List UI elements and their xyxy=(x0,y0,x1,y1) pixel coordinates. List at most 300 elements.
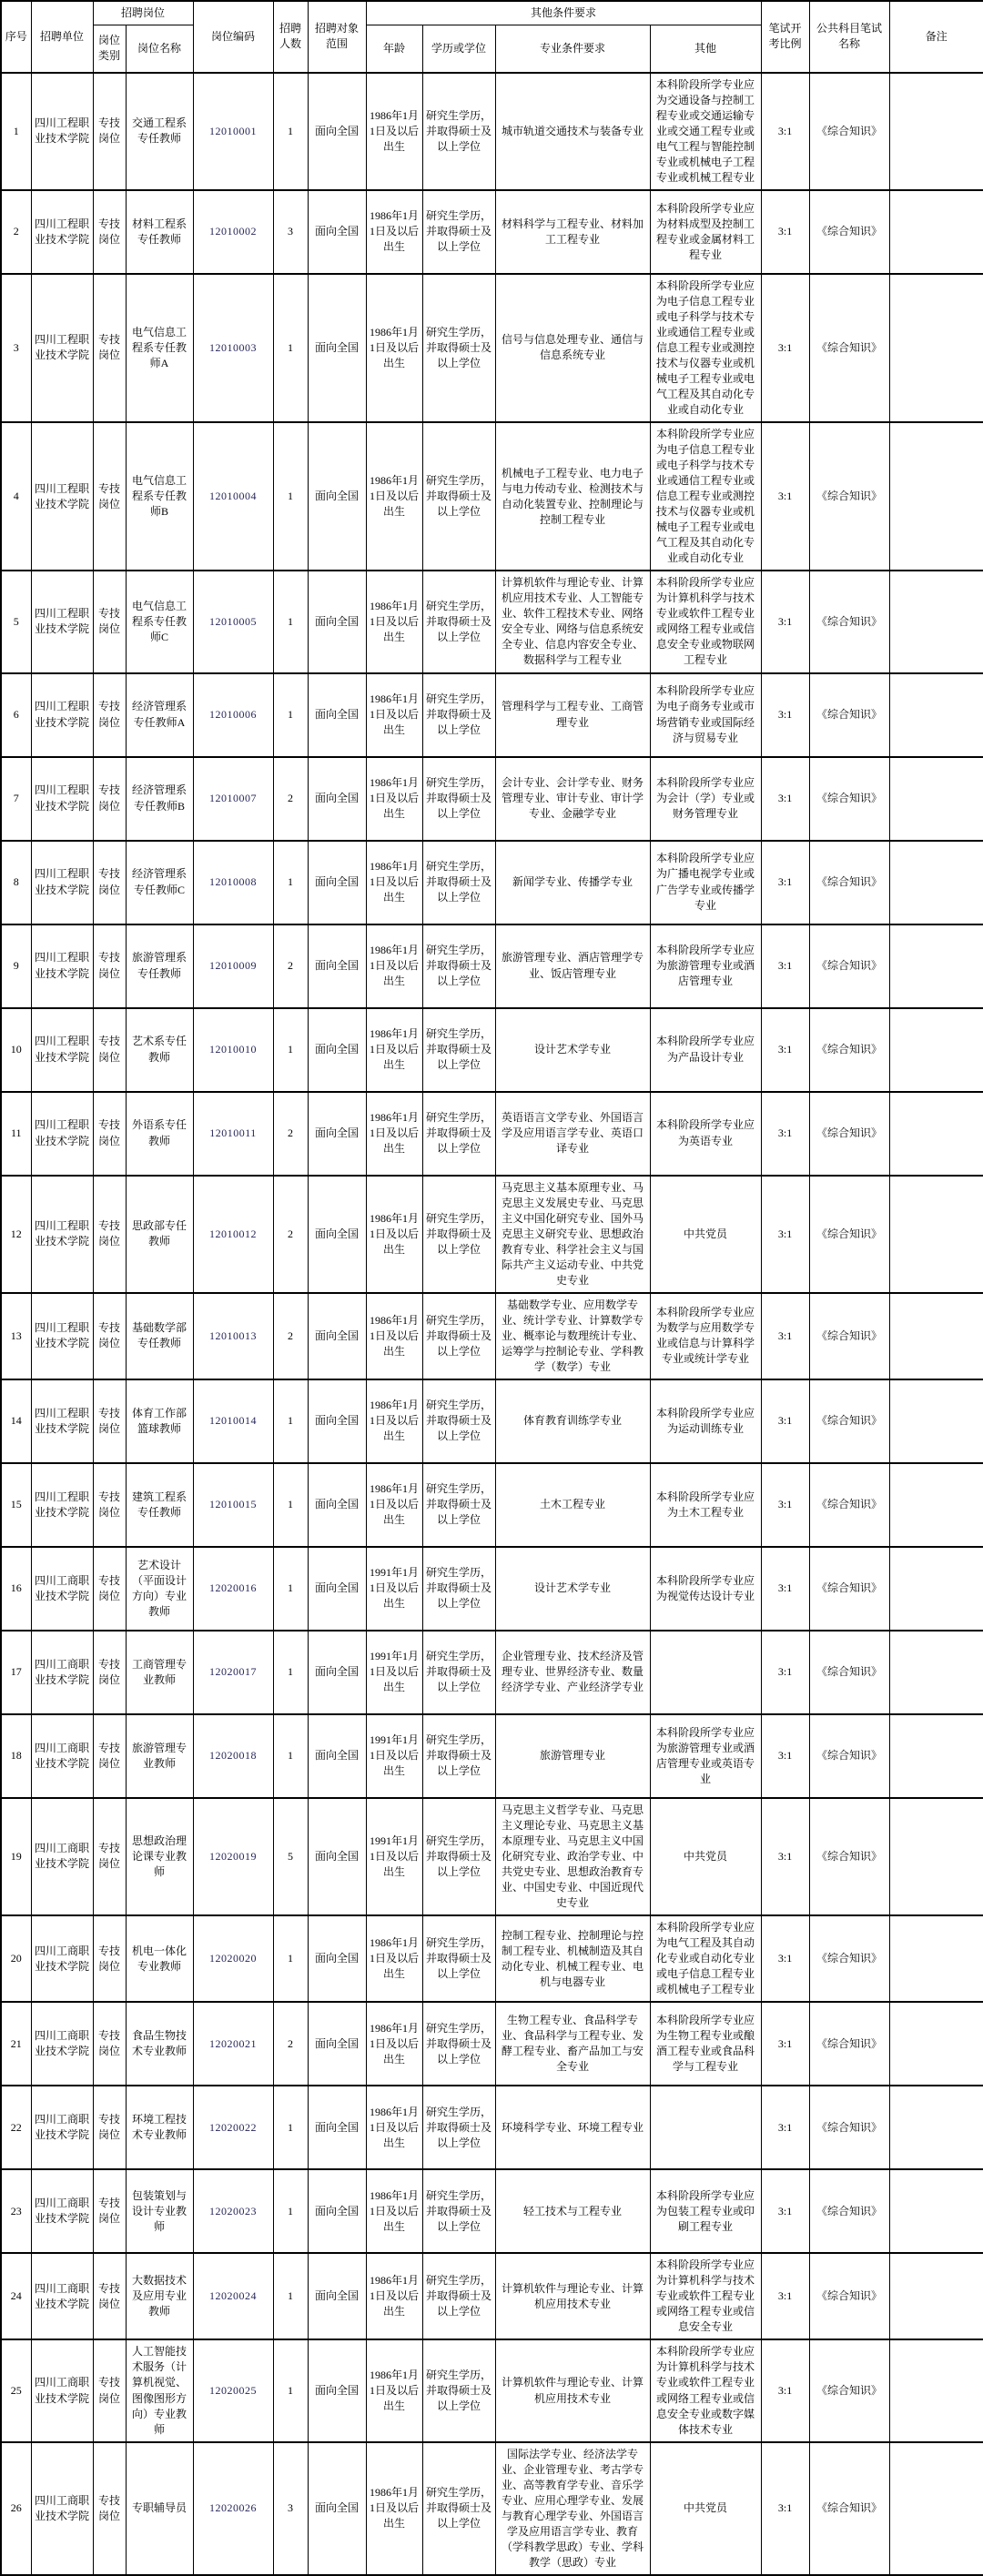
cell-serial-number: 4 xyxy=(1,422,31,571)
cell-target-scope: 面向全国 xyxy=(308,1915,366,2002)
cell-exam-name: 《综合知识》 xyxy=(809,2169,889,2253)
cell-serial-number: 22 xyxy=(1,2086,31,2169)
cell-note xyxy=(889,2442,983,2575)
cell-post-name: 艺术设计（平面设计方向）专业教师 xyxy=(126,1547,193,1631)
cell-post-category: 专技岗位 xyxy=(93,841,126,924)
cell-post-name: 基础数学部专任教师 xyxy=(126,1293,193,1379)
table-row xyxy=(1,2169,983,2253)
cell-post-code: 12010010 xyxy=(193,1008,273,1092)
cell-target-scope: 面向全国 xyxy=(308,1176,366,1293)
cell-post-name: 思想政治理论课专业教师 xyxy=(126,1798,193,1915)
cell-major-requirement: 城市轨道交通技术与装备专业 xyxy=(495,73,650,190)
cell-serial-number: 3 xyxy=(1,274,31,422)
cell-exam-ratio: 3:1 xyxy=(761,2086,809,2169)
cell-major-requirement: 马克思主义哲学专业、马克思主义理论专业、马克思主义基本原理专业、马克思主义中国化研究专业、政治学专业、中共党史专业、思想政治教育专业、中国史专业、中国近现代史专业 xyxy=(495,1798,650,1915)
cell-serial-number: 11 xyxy=(1,1092,31,1176)
cell-post-code: 12010011 xyxy=(193,1092,273,1176)
cell-other-requirement: 本科阶段所学专业应为电子信息工程专业或电子科学与技术专业或通信工程专业或信息工程专业或测控技术与仪器专业或机械电子工程专业或电气工程及其自动化专业或自动化专业 xyxy=(650,274,761,422)
cell-target-scope: 面向全国 xyxy=(308,190,366,274)
table-row xyxy=(1,2253,983,2339)
cell-post-code: 12010008 xyxy=(193,841,273,924)
cell-degree-requirement: 研究生学历，并取得硕士及以上学位 xyxy=(422,73,495,190)
table-row xyxy=(1,1008,983,1092)
cell-exam-name: 《综合知识》 xyxy=(809,1798,889,1915)
cell-exam-ratio: 3:1 xyxy=(761,841,809,924)
cell-headcount: 1 xyxy=(273,1547,308,1631)
table-row xyxy=(1,1631,983,1714)
cell-age-requirement: 1986年1月1日及以后出生 xyxy=(366,1463,422,1547)
cell-post-code: 12010006 xyxy=(193,673,273,757)
cell-note xyxy=(889,422,983,571)
header-col-scope: 招聘对象范围 xyxy=(308,1,366,73)
cell-exam-name: 《综合知识》 xyxy=(809,1915,889,2002)
cell-post-code: 12020021 xyxy=(193,2002,273,2086)
cell-major-requirement: 管理科学与工程专业、工商管理专业 xyxy=(495,673,650,757)
cell-age-requirement: 1986年1月1日及以后出生 xyxy=(366,2442,422,2575)
header-col-code: 岗位编码 xyxy=(193,1,273,73)
cell-degree-requirement: 研究生学历，并取得硕士及以上学位 xyxy=(422,2086,495,2169)
table-row xyxy=(1,757,983,841)
cell-post-code: 12020019 xyxy=(193,1798,273,1915)
cell-post-code: 12010013 xyxy=(193,1293,273,1379)
cell-headcount: 1 xyxy=(273,73,308,190)
table-row xyxy=(1,1915,983,2002)
cell-post-category: 专技岗位 xyxy=(93,1092,126,1176)
cell-exam-ratio: 3:1 xyxy=(761,1915,809,2002)
cell-exam-ratio: 3:1 xyxy=(761,1176,809,1293)
cell-age-requirement: 1986年1月1日及以后出生 xyxy=(366,1379,422,1463)
cell-headcount: 5 xyxy=(273,1798,308,1915)
cell-note xyxy=(889,1379,983,1463)
header-col-other: 其他 xyxy=(650,25,761,73)
cell-headcount: 1 xyxy=(273,2169,308,2253)
cell-note xyxy=(889,2002,983,2086)
cell-note xyxy=(889,1463,983,1547)
cell-age-requirement: 1991年1月1日及以后出生 xyxy=(366,1547,422,1631)
cell-degree-requirement: 研究生学历，并取得硕士及以上学位 xyxy=(422,1379,495,1463)
cell-other-requirement: 本科阶段所学专业应为计算机科学与技术专业或软件工程专业或网络工程专业或信息安全专业 xyxy=(650,2253,761,2339)
cell-post-category: 专技岗位 xyxy=(93,757,126,841)
cell-exam-name: 《综合知识》 xyxy=(809,1176,889,1293)
cell-recruiting-unit: 四川工程职业技术学院 xyxy=(31,1463,93,1547)
cell-post-name: 环境工程技术专业教师 xyxy=(126,2086,193,2169)
header-group-other-req: 其他条件要求 xyxy=(366,1,761,25)
cell-note xyxy=(889,1631,983,1714)
cell-exam-name: 《综合知识》 xyxy=(809,422,889,571)
cell-headcount: 1 xyxy=(273,274,308,422)
cell-age-requirement: 1986年1月1日及以后出生 xyxy=(366,2169,422,2253)
cell-headcount: 1 xyxy=(273,673,308,757)
cell-other-requirement: 本科阶段所学专业应为电子信息工程专业或电子科学与技术专业或通信工程专业或信息工程专业或测控技术与仪器专业或机械电子工程专业或电气工程及其自动化专业或自动化专业 xyxy=(650,422,761,571)
cell-target-scope: 面向全国 xyxy=(308,1714,366,1798)
cell-post-category: 专技岗位 xyxy=(93,274,126,422)
cell-age-requirement: 1986年1月1日及以后出生 xyxy=(366,2339,422,2441)
cell-target-scope: 面向全国 xyxy=(308,1798,366,1915)
cell-exam-ratio: 3:1 xyxy=(761,1463,809,1547)
cell-headcount: 1 xyxy=(273,422,308,571)
cell-serial-number: 18 xyxy=(1,1714,31,1798)
cell-post-code: 12020025 xyxy=(193,2339,273,2441)
cell-exam-ratio: 3:1 xyxy=(761,1008,809,1092)
cell-exam-name: 《综合知识》 xyxy=(809,1092,889,1176)
cell-serial-number: 26 xyxy=(1,2442,31,2575)
cell-other-requirement xyxy=(650,2086,761,2169)
cell-post-code: 12020023 xyxy=(193,2169,273,2253)
table-row xyxy=(1,422,983,571)
cell-other-requirement: 本科阶段所学专业应为材料成型及控制工程专业或金属材料工程专业 xyxy=(650,190,761,274)
cell-recruiting-unit: 四川工程职业技术学院 xyxy=(31,190,93,274)
cell-post-category: 专技岗位 xyxy=(93,2086,126,2169)
cell-note xyxy=(889,190,983,274)
cell-target-scope: 面向全国 xyxy=(308,1092,366,1176)
cell-exam-ratio: 3:1 xyxy=(761,190,809,274)
header-col-ratio: 笔试开考比例 xyxy=(761,1,809,73)
cell-post-code: 12020022 xyxy=(193,2086,273,2169)
header-col-note: 备注 xyxy=(889,1,983,73)
cell-age-requirement: 1986年1月1日及以后出生 xyxy=(366,1293,422,1379)
cell-recruiting-unit: 四川工程职业技术学院 xyxy=(31,1176,93,1293)
cell-degree-requirement: 研究生学历，并取得硕士及以上学位 xyxy=(422,1714,495,1798)
cell-target-scope: 面向全国 xyxy=(308,1631,366,1714)
cell-recruiting-unit: 四川工商职业技术学院 xyxy=(31,1631,93,1714)
cell-degree-requirement: 研究生学历，并取得硕士及以上学位 xyxy=(422,2253,495,2339)
cell-other-requirement: 本科阶段所学专业应为土木工程专业 xyxy=(650,1463,761,1547)
cell-other-requirement: 中共党员 xyxy=(650,1798,761,1915)
cell-post-category: 专技岗位 xyxy=(93,1714,126,1798)
cell-major-requirement: 计算机软件与理论专业、计算机应用技术专业 xyxy=(495,2253,650,2339)
header-col-major: 专业条件要求 xyxy=(495,25,650,73)
cell-degree-requirement: 研究生学历，并取得硕士及以上学位 xyxy=(422,1915,495,2002)
cell-headcount: 2 xyxy=(273,757,308,841)
cell-post-name: 专职辅导员 xyxy=(126,2442,193,2575)
table-row xyxy=(1,1798,983,1915)
cell-exam-name: 《综合知识》 xyxy=(809,1379,889,1463)
cell-major-requirement: 设计艺术学专业 xyxy=(495,1547,650,1631)
cell-target-scope: 面向全国 xyxy=(308,571,366,672)
cell-other-requirement: 本科阶段所学专业应为旅游管理专业或酒店管理专业或英语专业 xyxy=(650,1714,761,1798)
cell-exam-name: 《综合知识》 xyxy=(809,571,889,672)
cell-degree-requirement: 研究生学历，并取得硕士及以上学位 xyxy=(422,1547,495,1631)
cell-age-requirement: 1986年1月1日及以后出生 xyxy=(366,673,422,757)
cell-post-category: 专技岗位 xyxy=(93,2253,126,2339)
cell-exam-ratio: 3:1 xyxy=(761,2442,809,2575)
cell-post-name: 大数据技术及应用专业教师 xyxy=(126,2253,193,2339)
cell-post-category: 专技岗位 xyxy=(93,2442,126,2575)
cell-major-requirement: 马克思主义基本原理专业、马克思主义发展史专业、马克思主义中国化研究专业、国外马克思主义研究专业、思想政治教育专业、科学社会主义与国际共产主义运动专业、中共党史专业 xyxy=(495,1176,650,1293)
header-col-no: 序号 xyxy=(1,1,31,73)
cell-other-requirement: 本科阶段所学专业应为生物工程专业或酿酒工程专业或食品科学与工程专业 xyxy=(650,2002,761,2086)
cell-degree-requirement: 研究生学历，并取得硕士及以上学位 xyxy=(422,2339,495,2441)
cell-post-name: 艺术系专任教师 xyxy=(126,1008,193,1092)
cell-major-requirement: 土木工程专业 xyxy=(495,1463,650,1547)
cell-other-requirement: 本科阶段所学专业应为产品设计专业 xyxy=(650,1008,761,1092)
cell-other-requirement: 本科阶段所学专业应为广播电视学专业或广告学专业或传播学专业 xyxy=(650,841,761,924)
cell-post-category: 专技岗位 xyxy=(93,1915,126,2002)
cell-post-name: 人工智能技术服务（计算机视觉、图像图形方向）专业教师 xyxy=(126,2339,193,2441)
cell-degree-requirement: 研究生学历，并取得硕士及以上学位 xyxy=(422,924,495,1008)
cell-exam-name: 《综合知识》 xyxy=(809,673,889,757)
cell-major-requirement: 环境科学专业、环境工程专业 xyxy=(495,2086,650,2169)
cell-exam-ratio: 3:1 xyxy=(761,2002,809,2086)
cell-major-requirement: 旅游管理专业 xyxy=(495,1714,650,1798)
cell-age-requirement: 1991年1月1日及以后出生 xyxy=(366,1798,422,1915)
cell-post-code: 12010005 xyxy=(193,571,273,672)
cell-post-code: 12020018 xyxy=(193,1714,273,1798)
cell-age-requirement: 1986年1月1日及以后出生 xyxy=(366,757,422,841)
cell-exam-ratio: 3:1 xyxy=(761,1092,809,1176)
cell-degree-requirement: 研究生学历，并取得硕士及以上学位 xyxy=(422,673,495,757)
cell-other-requirement: 本科阶段所学专业应为计算机科学与技术专业或软件工程专业或网络工程专业或信息安全专业或物联网工程专业 xyxy=(650,571,761,672)
cell-recruiting-unit: 四川工商职业技术学院 xyxy=(31,1547,93,1631)
cell-exam-ratio: 3:1 xyxy=(761,274,809,422)
cell-note xyxy=(889,274,983,422)
header-col-age: 年龄 xyxy=(366,25,422,73)
cell-other-requirement: 本科阶段所学专业应为视觉传达设计专业 xyxy=(650,1547,761,1631)
cell-major-requirement: 计算机软件与理论专业、计算机应用技术专业、人工智能专业、软件工程技术专业、网络安全专业、网络与信息系统安全专业、信息内容安全专业、数据科学与工程专业 xyxy=(495,571,650,672)
cell-major-requirement: 计算机软件与理论专业、计算机应用技术专业 xyxy=(495,2339,650,2441)
cell-post-code: 12010012 xyxy=(193,1176,273,1293)
cell-degree-requirement: 研究生学历，并取得硕士及以上学位 xyxy=(422,2442,495,2575)
cell-serial-number: 20 xyxy=(1,1915,31,2002)
table-row xyxy=(1,1714,983,1798)
cell-age-requirement: 1986年1月1日及以后出生 xyxy=(366,274,422,422)
cell-serial-number: 12 xyxy=(1,1176,31,1293)
table-row xyxy=(1,571,983,672)
cell-serial-number: 16 xyxy=(1,1547,31,1631)
cell-serial-number: 21 xyxy=(1,2002,31,2086)
cell-exam-ratio: 3:1 xyxy=(761,673,809,757)
cell-post-category: 专技岗位 xyxy=(93,2169,126,2253)
cell-target-scope: 面向全国 xyxy=(308,1547,366,1631)
cell-post-name: 经济管理系专任教师B xyxy=(126,757,193,841)
table-row xyxy=(1,2339,983,2441)
cell-age-requirement: 1986年1月1日及以后出生 xyxy=(366,2253,422,2339)
cell-post-code: 12010003 xyxy=(193,274,273,422)
cell-post-code: 12010015 xyxy=(193,1463,273,1547)
cell-other-requirement: 本科阶段所学专业应为电子商务专业或市场营销专业或国际经济与贸易专业 xyxy=(650,673,761,757)
cell-recruiting-unit: 四川工商职业技术学院 xyxy=(31,1798,93,1915)
cell-major-requirement: 体育教育训练学专业 xyxy=(495,1379,650,1463)
cell-degree-requirement: 研究生学历，并取得硕士及以上学位 xyxy=(422,1008,495,1092)
cell-major-requirement: 机械电子工程专业、电力电子与电力传动专业、检测技术与自动化装置专业、控制理论与控制工程专业 xyxy=(495,422,650,571)
cell-target-scope: 面向全国 xyxy=(308,1293,366,1379)
cell-age-requirement: 1986年1月1日及以后出生 xyxy=(366,571,422,672)
cell-serial-number: 7 xyxy=(1,757,31,841)
cell-other-requirement: 本科阶段所学专业应为计算机科学与技术专业或软件工程专业或网络工程专业或信息安全专业或数字媒体技术专业 xyxy=(650,2339,761,2441)
cell-major-requirement: 新闻学专业、传播学专业 xyxy=(495,841,650,924)
cell-recruiting-unit: 四川工程职业技术学院 xyxy=(31,1379,93,1463)
cell-major-requirement: 设计艺术学专业 xyxy=(495,1008,650,1092)
cell-note xyxy=(889,924,983,1008)
cell-other-requirement: 本科阶段所学专业应为数学与应用数学专业或信息与计算科学专业或统计学专业 xyxy=(650,1293,761,1379)
cell-recruiting-unit: 四川工程职业技术学院 xyxy=(31,757,93,841)
cell-recruiting-unit: 四川工商职业技术学院 xyxy=(31,2169,93,2253)
cell-exam-ratio: 3:1 xyxy=(761,2253,809,2339)
cell-serial-number: 5 xyxy=(1,571,31,672)
cell-headcount: 2 xyxy=(273,1092,308,1176)
cell-target-scope: 面向全国 xyxy=(308,841,366,924)
cell-post-code: 12010004 xyxy=(193,422,273,571)
cell-post-category: 专技岗位 xyxy=(93,1463,126,1547)
table-row xyxy=(1,1176,983,1293)
cell-note xyxy=(889,1547,983,1631)
cell-serial-number: 8 xyxy=(1,841,31,924)
cell-major-requirement: 国际法学专业、经济法学专业、企业管理专业、考古学专业、高等教育学专业、音乐学专业、应用心理学专业、发展与教育心理学专业、外国语言学及应用语言学专业、教育（学科教学思政）专业、学科教学（思政）专业 xyxy=(495,2442,650,2575)
cell-recruiting-unit: 四川工商职业技术学院 xyxy=(31,2086,93,2169)
cell-serial-number: 25 xyxy=(1,2339,31,2441)
cell-note xyxy=(889,2169,983,2253)
cell-other-requirement: 本科阶段所学专业应为包装工程专业或印刷工程专业 xyxy=(650,2169,761,2253)
table-row xyxy=(1,1547,983,1631)
cell-serial-number: 19 xyxy=(1,1798,31,1915)
cell-recruiting-unit: 四川工商职业技术学院 xyxy=(31,2339,93,2441)
cell-recruiting-unit: 四川工商职业技术学院 xyxy=(31,1915,93,2002)
cell-age-requirement: 1986年1月1日及以后出生 xyxy=(366,2002,422,2086)
cell-age-requirement: 1991年1月1日及以后出生 xyxy=(366,1714,422,1798)
cell-post-category: 专技岗位 xyxy=(93,1176,126,1293)
cell-headcount: 1 xyxy=(273,841,308,924)
table-row xyxy=(1,673,983,757)
cell-headcount: 2 xyxy=(273,1176,308,1293)
cell-major-requirement: 企业管理专业、技术经济及管理专业、世界经济专业、数量经济学专业、产业经济学专业 xyxy=(495,1631,650,1714)
cell-serial-number: 2 xyxy=(1,190,31,274)
cell-headcount: 1 xyxy=(273,1714,308,1798)
cell-serial-number: 13 xyxy=(1,1293,31,1379)
cell-exam-name: 《综合知识》 xyxy=(809,190,889,274)
cell-post-category: 专技岗位 xyxy=(93,673,126,757)
cell-post-category: 专技岗位 xyxy=(93,1547,126,1631)
cell-exam-name: 《综合知识》 xyxy=(809,73,889,190)
cell-recruiting-unit: 四川工商职业技术学院 xyxy=(31,1714,93,1798)
cell-exam-ratio: 3:1 xyxy=(761,1379,809,1463)
cell-post-code: 12020020 xyxy=(193,1915,273,2002)
cell-serial-number: 14 xyxy=(1,1379,31,1463)
cell-age-requirement: 1986年1月1日及以后出生 xyxy=(366,1915,422,2002)
cell-post-category: 专技岗位 xyxy=(93,571,126,672)
table-row xyxy=(1,274,983,422)
cell-post-name: 旅游管理专业教师 xyxy=(126,1714,193,1798)
cell-degree-requirement: 研究生学历，并取得硕士及以上学位 xyxy=(422,1631,495,1714)
cell-headcount: 2 xyxy=(273,924,308,1008)
cell-post-name: 机电一体化专业教师 xyxy=(126,1915,193,2002)
cell-degree-requirement: 研究生学历，并取得硕士及以上学位 xyxy=(422,422,495,571)
cell-post-code: 12010009 xyxy=(193,924,273,1008)
cell-degree-requirement: 研究生学历，并取得硕士及以上学位 xyxy=(422,2169,495,2253)
cell-exam-ratio: 3:1 xyxy=(761,1293,809,1379)
cell-exam-name: 《综合知识》 xyxy=(809,1463,889,1547)
cell-headcount: 2 xyxy=(273,2002,308,2086)
cell-target-scope: 面向全国 xyxy=(308,2002,366,2086)
cell-exam-ratio: 3:1 xyxy=(761,1714,809,1798)
cell-major-requirement: 控制工程专业、控制理论与控制工程专业、机械制造及其自动化专业、机械工程专业、电机与电器专业 xyxy=(495,1915,650,2002)
cell-degree-requirement: 研究生学历，并取得硕士及以上学位 xyxy=(422,1293,495,1379)
cell-post-category: 专技岗位 xyxy=(93,73,126,190)
cell-age-requirement: 1986年1月1日及以后出生 xyxy=(366,73,422,190)
cell-note xyxy=(889,757,983,841)
cell-exam-name: 《综合知识》 xyxy=(809,2253,889,2339)
cell-major-requirement: 轻工技术与工程专业 xyxy=(495,2169,650,2253)
cell-note xyxy=(889,1915,983,2002)
cell-post-name: 包装策划与设计专业教师 xyxy=(126,2169,193,2253)
table-header xyxy=(1,1,983,73)
cell-recruiting-unit: 四川工程职业技术学院 xyxy=(31,673,93,757)
table-row xyxy=(1,2002,983,2086)
cell-note xyxy=(889,1008,983,1092)
cell-exam-ratio: 3:1 xyxy=(761,571,809,672)
cell-headcount: 1 xyxy=(273,2339,308,2441)
cell-degree-requirement: 研究生学历，并取得硕士及以上学位 xyxy=(422,757,495,841)
cell-recruiting-unit: 四川工程职业技术学院 xyxy=(31,924,93,1008)
cell-other-requirement: 本科阶段所学专业应为交通设备与控制工程专业或交通运输专业或交通工程专业或电气工程与智能控制专业或机械电子工程专业或机械工程专业 xyxy=(650,73,761,190)
cell-serial-number: 24 xyxy=(1,2253,31,2339)
cell-note xyxy=(889,1798,983,1915)
cell-recruiting-unit: 四川工商职业技术学院 xyxy=(31,2253,93,2339)
cell-headcount: 3 xyxy=(273,190,308,274)
cell-post-code: 12020017 xyxy=(193,1631,273,1714)
cell-age-requirement: 1986年1月1日及以后出生 xyxy=(366,2086,422,2169)
cell-post-code: 12020016 xyxy=(193,1547,273,1631)
cell-post-name: 电气信息工程系专任教师B xyxy=(126,422,193,571)
cell-post-category: 专技岗位 xyxy=(93,2339,126,2441)
cell-exam-name: 《综合知识》 xyxy=(809,1714,889,1798)
cell-target-scope: 面向全国 xyxy=(308,73,366,190)
cell-degree-requirement: 研究生学历，并取得硕士及以上学位 xyxy=(422,274,495,422)
cell-target-scope: 面向全国 xyxy=(308,2442,366,2575)
cell-degree-requirement: 研究生学历，并取得硕士及以上学位 xyxy=(422,1798,495,1915)
cell-degree-requirement: 研究生学历，并取得硕士及以上学位 xyxy=(422,571,495,672)
cell-target-scope: 面向全国 xyxy=(308,274,366,422)
cell-exam-ratio: 3:1 xyxy=(761,757,809,841)
header-col-name: 岗位名称 xyxy=(126,25,193,73)
cell-post-name: 经济管理系专任教师C xyxy=(126,841,193,924)
cell-post-name: 工商管理专业教师 xyxy=(126,1631,193,1714)
cell-exam-name: 《综合知识》 xyxy=(809,274,889,422)
cell-major-requirement: 生物工程专业、食品科学专业、食品科学与工程专业、发酵工程专业、畜产品加工与安全专业 xyxy=(495,2002,650,2086)
cell-post-category: 专技岗位 xyxy=(93,1293,126,1379)
table-row xyxy=(1,2442,983,2575)
cell-note xyxy=(889,2086,983,2169)
table-body xyxy=(1,73,983,2575)
cell-exam-ratio: 3:1 xyxy=(761,1798,809,1915)
cell-note xyxy=(889,1176,983,1293)
cell-post-name: 交通工程系专任教师 xyxy=(126,73,193,190)
cell-post-category: 专技岗位 xyxy=(93,1631,126,1714)
cell-exam-name: 《综合知识》 xyxy=(809,1631,889,1714)
cell-age-requirement: 1986年1月1日及以后出生 xyxy=(366,422,422,571)
cell-other-requirement xyxy=(650,1631,761,1714)
cell-degree-requirement: 研究生学历，并取得硕士及以上学位 xyxy=(422,1463,495,1547)
cell-age-requirement: 1986年1月1日及以后出生 xyxy=(366,190,422,274)
cell-recruiting-unit: 四川工程职业技术学院 xyxy=(31,422,93,571)
cell-other-requirement: 本科阶段所学专业应为电气工程及其自动化专业或自动化专业或电子信息工程专业或机械电子工程专业 xyxy=(650,1915,761,2002)
cell-age-requirement: 1986年1月1日及以后出生 xyxy=(366,1092,422,1176)
cell-target-scope: 面向全国 xyxy=(308,2086,366,2169)
cell-exam-name: 《综合知识》 xyxy=(809,2002,889,2086)
cell-note xyxy=(889,1293,983,1379)
cell-headcount: 1 xyxy=(273,2253,308,2339)
cell-exam-ratio: 3:1 xyxy=(761,73,809,190)
cell-post-code: 12020024 xyxy=(193,2253,273,2339)
cell-exam-name: 《综合知识》 xyxy=(809,2442,889,2575)
cell-other-requirement: 中共党员 xyxy=(650,2442,761,2575)
cell-recruiting-unit: 四川工程职业技术学院 xyxy=(31,1008,93,1092)
cell-major-requirement: 基础数学专业、应用数学专业、统计学专业、计算数学专业、概率论与数理统计专业、运筹学与控制论专业、学科教学（数学）专业 xyxy=(495,1293,650,1379)
cell-post-category: 专技岗位 xyxy=(93,924,126,1008)
table-row xyxy=(1,73,983,190)
cell-target-scope: 面向全国 xyxy=(308,2169,366,2253)
cell-target-scope: 面向全国 xyxy=(308,924,366,1008)
cell-headcount: 1 xyxy=(273,2086,308,2169)
